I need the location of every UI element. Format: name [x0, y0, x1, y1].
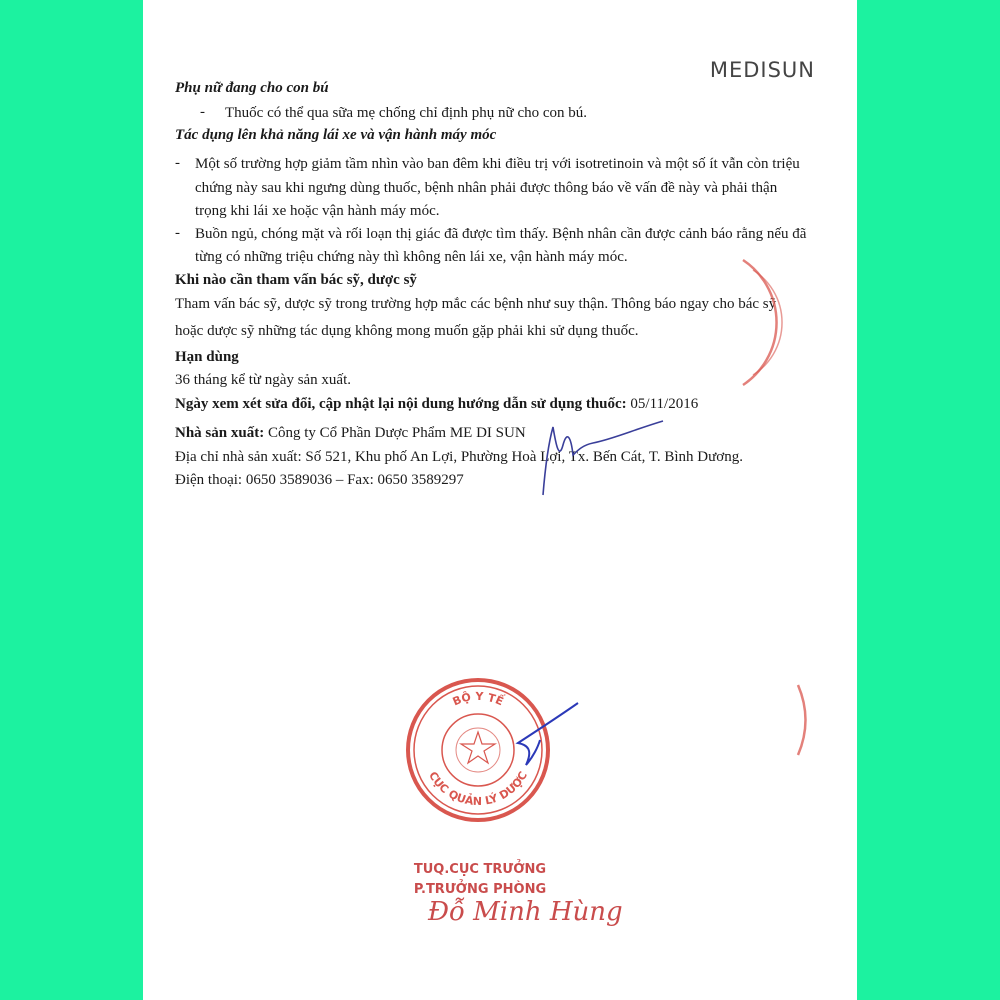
manufacturer-signature — [523, 415, 673, 505]
driving-item2-line2: từng có những triệu chứng này thì không nên lái xe, vận hành máy móc. — [195, 249, 628, 265]
document-page — [143, 0, 857, 1000]
official-signature — [498, 695, 588, 785]
bullet-dash: - — [175, 155, 180, 171]
manufacturer-phone: Điện thoại: 0650 3589036 – Fax: 0650 3589297 — [175, 472, 464, 488]
bullet-dash: - — [175, 225, 180, 241]
manufacturer-name: Công ty Cổ Phần Dược Phẩm ME DI SUN — [267, 425, 526, 441]
consult-line2: hoặc dược sỹ những tác dụng không mong muốn gặp phải khi sử dụng thuốc. — [175, 323, 639, 339]
signature-title-1: TUQ.CỤC TRƯỞNG — [413, 862, 547, 877]
heading-breastfeeding: Phụ nữ đang cho con bú — [175, 80, 329, 96]
manufacturer-label: Nhà sản xuất: — [175, 425, 265, 441]
expiry-value: 36 tháng kể từ ngày sản xuất. — [175, 372, 352, 388]
partial-stamp-top — [703, 250, 857, 390]
heading-driving: Tác dụng lên khả năng lái xe và vận hành máy móc — [175, 127, 497, 143]
stamp-top-text: BỘ Y TẾ — [450, 689, 506, 709]
signatory-name: Đỗ Minh Hùng — [428, 897, 623, 927]
bullet-dash: - — [200, 104, 205, 120]
medisun-logo: MEDISUN — [709, 58, 815, 82]
consult-line1: Tham vấn bác sỹ, dược sỹ trong trường hợp mắc các bệnh như suy thận. Thông báo ngay cho bác sỹ — [175, 296, 777, 312]
review-date-line — [175, 395, 698, 414]
stamp-bottom-text: CỤC QUẢN LÝ DƯỢC — [426, 769, 530, 809]
review-label: Ngày xem xét sửa đổi, cập nhật lại nội dung hướng dẫn sử dụng thuốc: — [175, 396, 627, 412]
driving-item1-line3: trọng khi lái xe hoặc vận hành máy móc. — [195, 203, 440, 219]
driving-item1-line1: Một số trường hợp giảm tầm nhìn vào ban đêm khi điều trị với isotretinoin và một số ít vẫn còn triệu — [195, 156, 800, 172]
breastfeeding-item: Thuốc có thể qua sữa mẹ chống chỉ định phụ nữ cho con bú. — [225, 105, 588, 121]
heading-expiry: Hạn dùng — [175, 349, 239, 365]
driving-item1-line2: chứng này sau khi ngưng dùng thuốc, bệnh nhân phải được thông báo về vấn đề này và phải thận — [195, 180, 778, 196]
manufacturer-address: Địa chỉ nhà sản xuất: Số 521, Khu phố An Lợi, Phường Hoà Lợi, Tx. Bến Cát, T. Bình Dương. — [175, 449, 743, 465]
heading-consult: Khi nào cần tham vấn bác sỹ, dược sỹ — [175, 272, 417, 288]
review-date: 05/11/2016 — [630, 396, 699, 412]
manufacturer-line — [175, 424, 526, 443]
driving-item2-line1: Buồn ngủ, chóng mặt và rối loạn thị giác đã được tìm thấy. Bệnh nhân cần được cảnh báo rằng nếu đã — [195, 226, 807, 242]
partial-stamp-edge — [783, 680, 857, 760]
signature-title-2: P.TRƯỞNG PHÒNG — [413, 882, 547, 897]
